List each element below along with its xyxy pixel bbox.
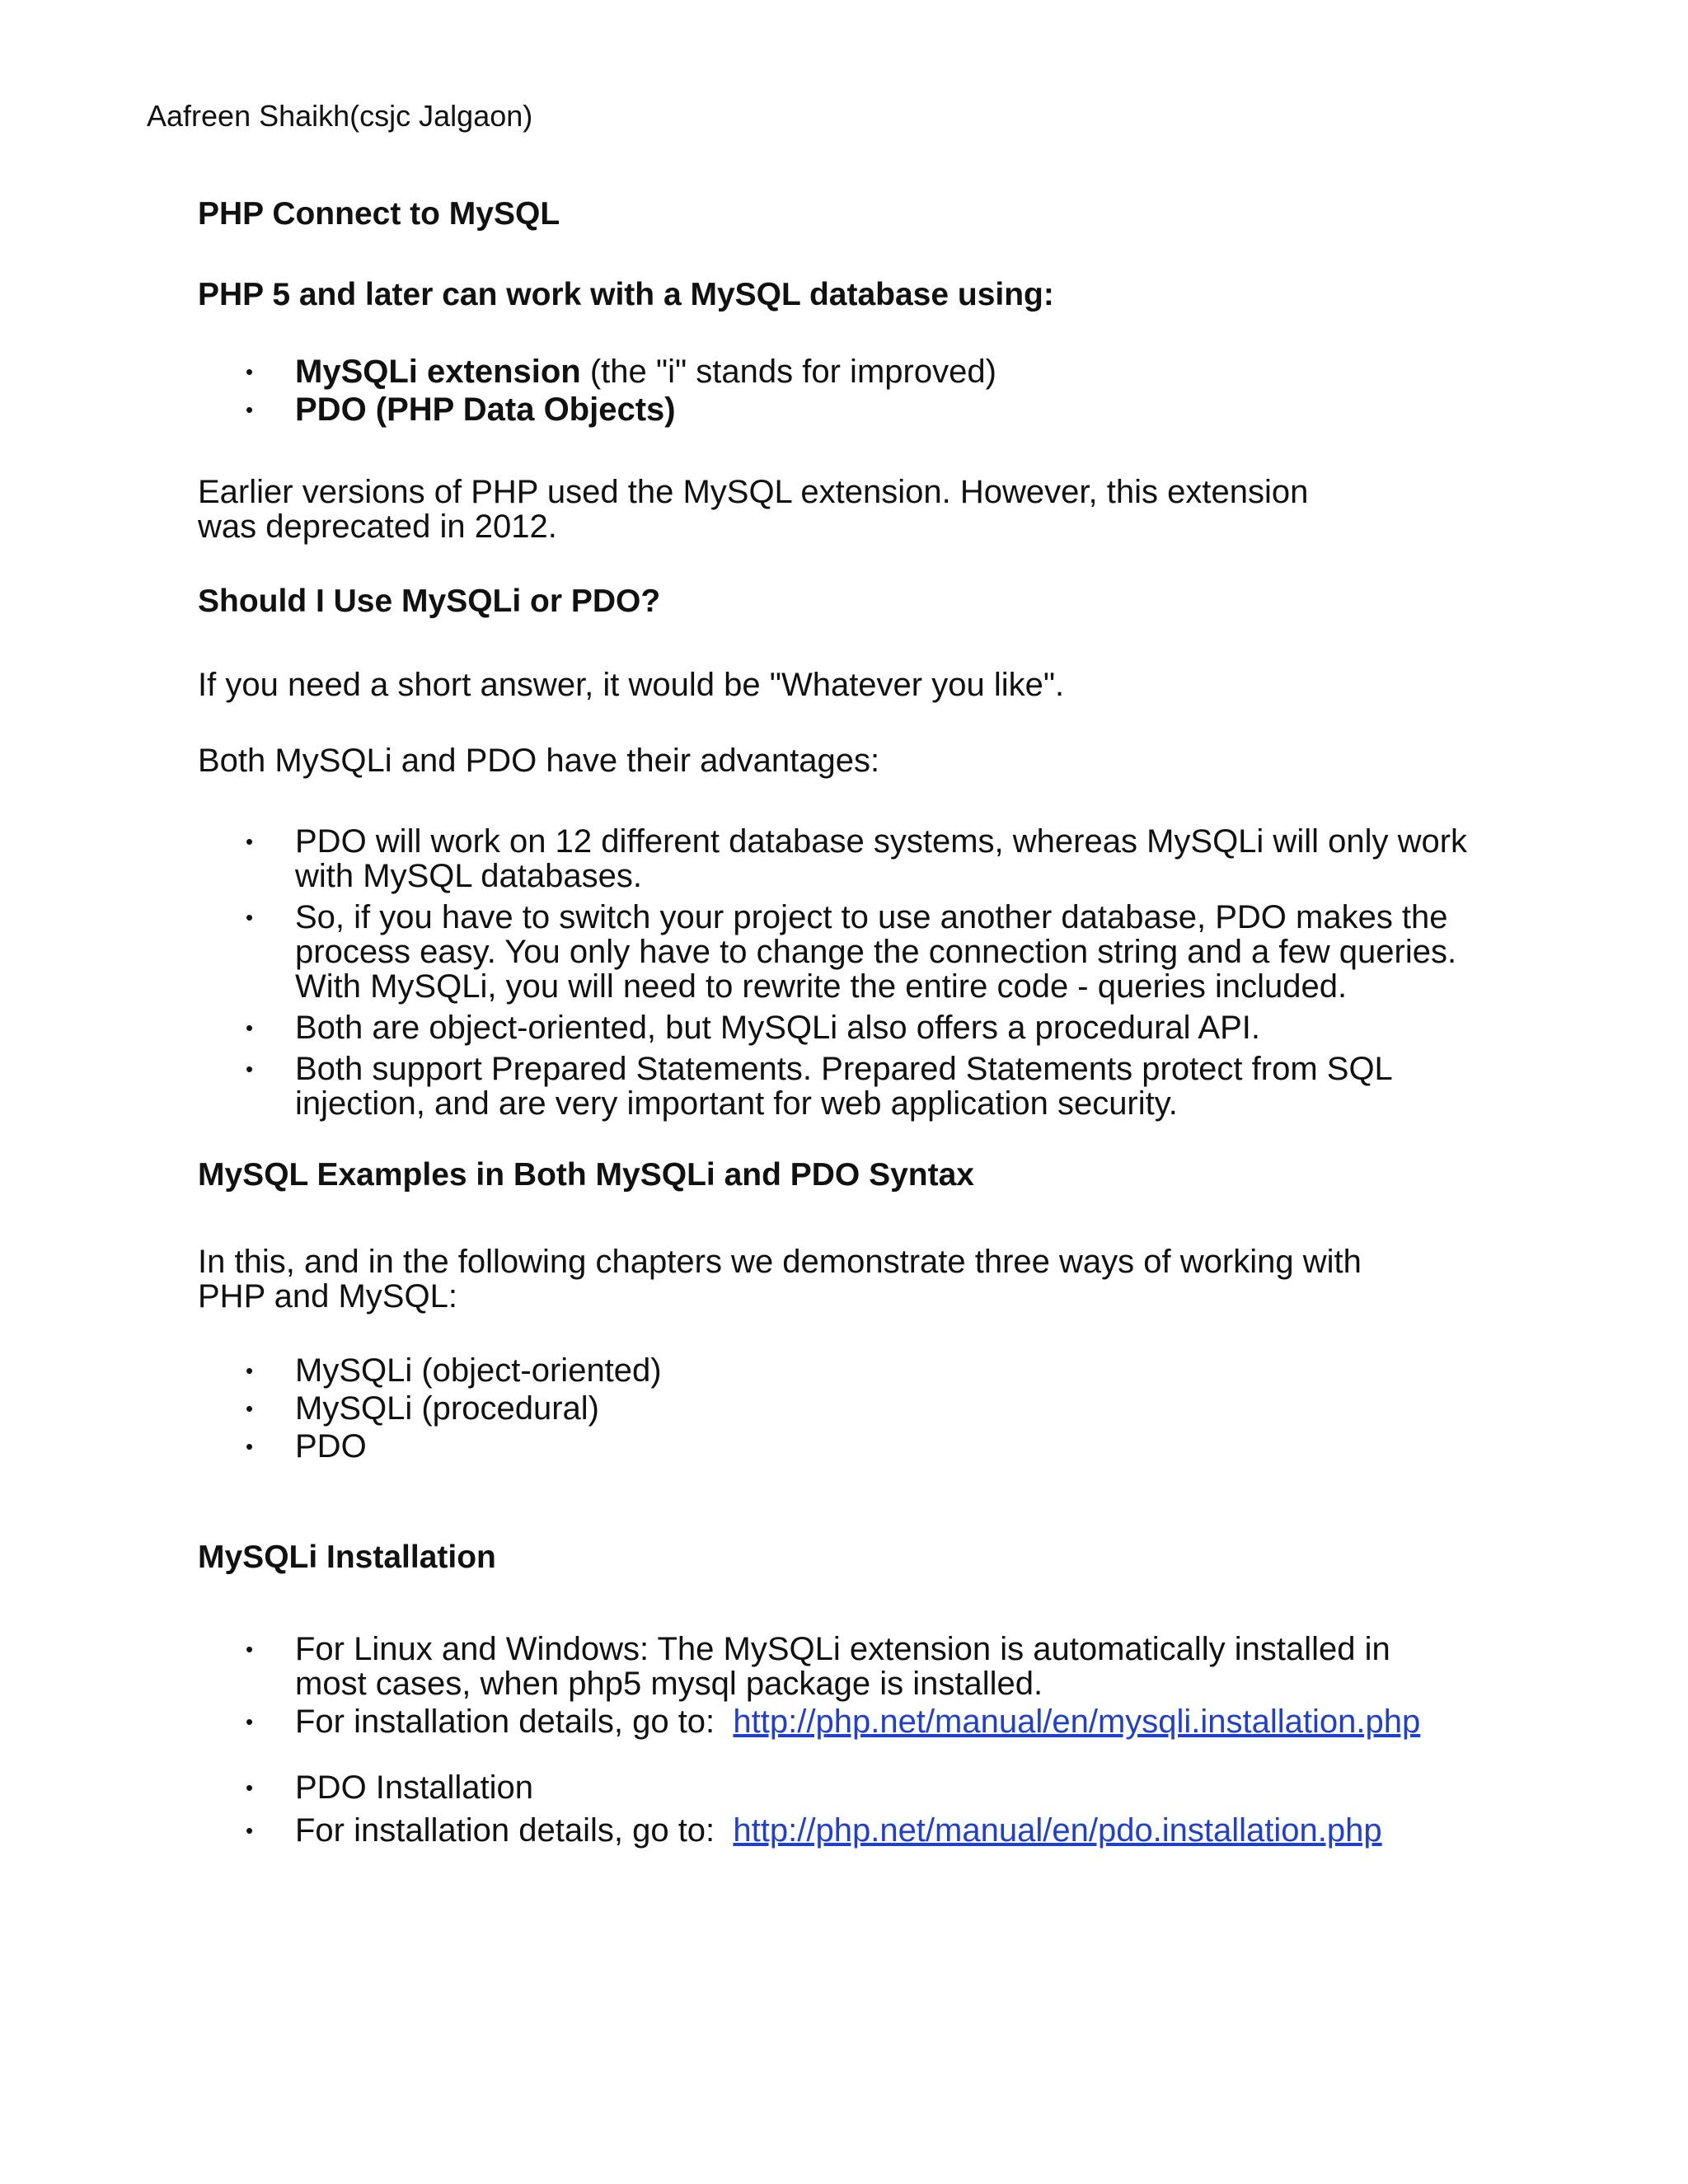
section-heading-examples: MySQL Examples in Both MySQLi and PDO Syntax [198,1157,974,1193]
bullet-icon: • [246,1015,254,1040]
list-item-line: Both support Prepared Statements. Prepared Statements protect from SQL [295,1051,1393,1087]
list-item [295,354,996,389]
list-item-line: Both are object-oriented, but MySQLi also offers a procedural API. [295,1010,1261,1046]
author-header: Aafreen Shaikh(csjc Jalgaon) [147,99,533,133]
list-item-line: PDO will work on 12 different database systems, whereas MySQLi will only work [295,823,1468,860]
list-item-bold: PDO (PHP Data Objects) [295,391,676,428]
section-heading-install: MySQLi Installation [198,1540,496,1575]
bullet-icon: • [246,1358,254,1383]
list-item-bold: MySQLi extension [295,354,581,390]
bullet-icon: • [246,829,254,854]
list-item [295,1704,1420,1739]
install-details-label: For installation details, go to: [295,1812,715,1849]
list-item-line: process easy. You only have to change the connection string and a few queries. [295,934,1457,970]
list-item-line: injection, and are very important for web application security. [295,1085,1178,1122]
bullet-icon: • [246,1434,254,1459]
bullet-icon: • [246,397,254,422]
list-item-line: With MySQLi, you will need to rewrite the entire code - queries included. [295,968,1348,1005]
bullet-icon: • [246,905,254,930]
intro-heading: PHP 5 and later can work with a MySQL database using: [198,277,1054,312]
answer-para: If you need a short answer, it would be "Whatever you like". [198,667,1065,703]
history-para-line: Earlier versions of PHP used the MySQL extension. However, this extension [198,474,1309,510]
bullet-icon: • [246,1057,254,1081]
examples-para-line: In this, and in the following chapters we demonstrate three ways of working with [198,1244,1362,1280]
advantages-intro: Both MySQLi and PDO have their advantages: [198,743,880,779]
examples-para-line: PHP and MySQL: [198,1278,457,1315]
bullet-icon: • [246,1637,254,1661]
page-title: PHP Connect to MySQL [198,196,560,232]
list-item-line: For Linux and Windows: The MySQLi extension is automatically installed in [295,1631,1390,1667]
list-item: MySQLi (procedural) [295,1390,600,1427]
bullet-icon: • [246,1775,254,1800]
list-item [295,1813,1382,1848]
list-item: MySQLi (object-oriented) [295,1352,662,1389]
mysqli-install-link[interactable]: http://php.net/manual/en/mysqli.installation.php [733,1704,1421,1740]
history-para-line: was deprecated in 2012. [198,509,557,545]
list-item-line: most cases, when php5 mysql package is installed. [295,1666,1043,1702]
bullet-icon: • [246,1396,254,1421]
bullet-icon: • [246,359,254,384]
list-item: PDO [295,1428,367,1465]
list-item-text: (the "i" stands for improved) [580,354,996,390]
install-details-label: For installation details, go to: [295,1704,715,1740]
pdo-install-link[interactable]: http://php.net/manual/en/pdo.installation.php [733,1812,1382,1849]
list-item: PDO Installation [295,1769,534,1806]
bullet-icon: • [246,1818,254,1843]
list-item [295,392,676,427]
bullet-icon: • [246,1709,254,1734]
list-item-line: So, if you have to switch your project to use another database, PDO makes the [295,899,1448,935]
list-item-line: with MySQL databases. [295,858,642,894]
section-heading-choose: Should I Use MySQLi or PDO? [198,583,661,619]
